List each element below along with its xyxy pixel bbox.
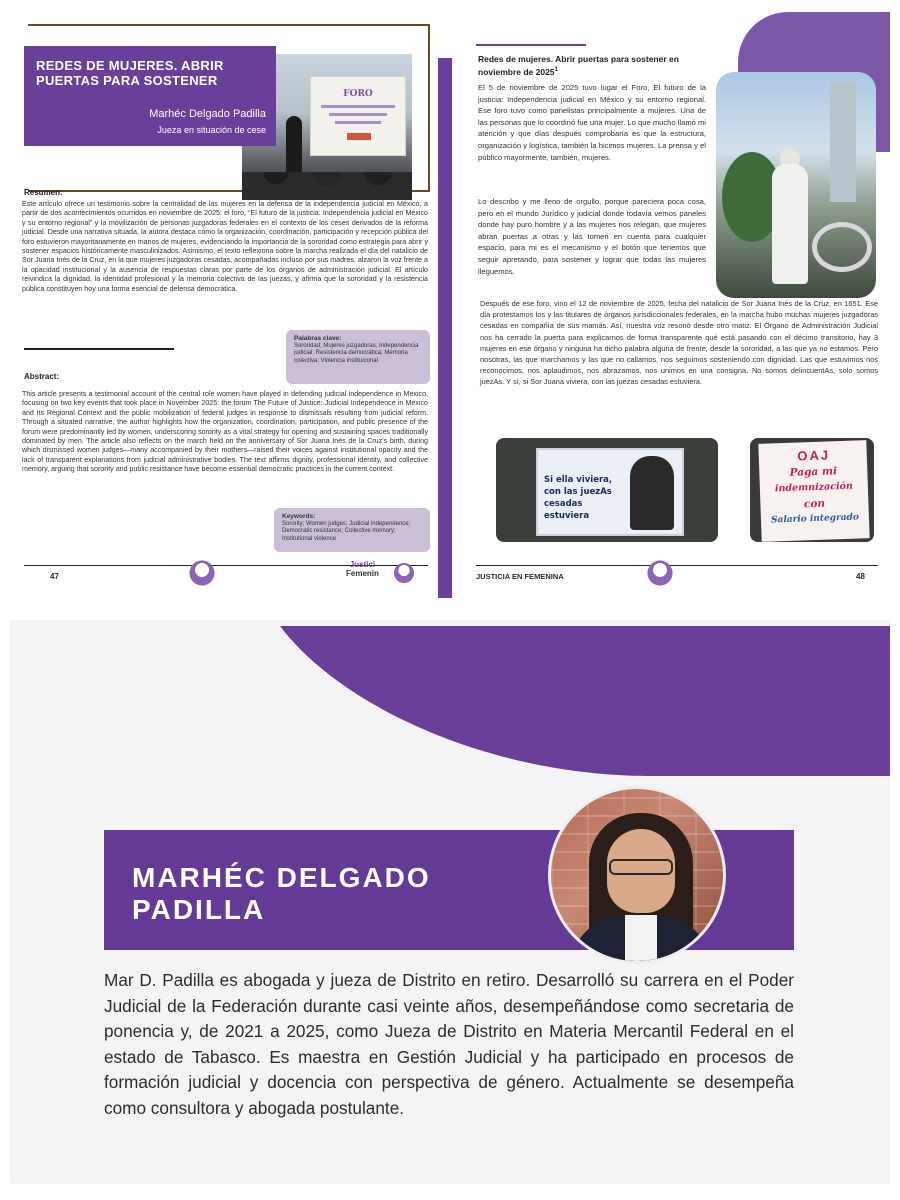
emblem-icon bbox=[188, 558, 216, 588]
purple-vertical-bar bbox=[438, 58, 452, 598]
sor-juana-sign-text: Si ella viviera, con las juezAs cesadas estuviera bbox=[544, 475, 613, 521]
resumen-text: Este artículo ofrece un testimonio sobre la centralidad de las mujeres en la defensa de la independencia judicial en México, a partir de dos acontecimientos ocurridos en noviembre de 2025: el foro, “El futuro de la justicia: Independencia judicial en México y su entorno regional” y la movilización de personas juzgadoras federales en el contexto de los ceses derivados de la reforma judicial. Desde una narrativa situada, la autora destaca cómo la organización, coordinación, participación y recepción pública del foro estuvieron mayoritariamente en manos de mujeres, evidenciando la importancia de la sororidad como estrategia para abrir y sostener espacios históricamente masculinizados. Asimismo, el texto reflexiona sobre la marcha realizada el día del natalicio de Sor Juana Inés de la Cruz, en la que mujeres juzgadoras cesadas, acompañadas incluso por sus madres, alzaron la voz frente a la opacidad institucional y la ausencia de respuestas claras por parte de los órganos de administración judicial. El artículo reivindica la dignidad, la identidad profesional y la memoria colectiva de las juezas, y afirma que la sororidad y la resistencia pública constituyen hoy una forma esencial de defensa democrática. bbox=[22, 200, 428, 293]
magazine-spread bbox=[10, 10, 890, 602]
journal-title: JUSTICIA EN FEMENINA bbox=[476, 572, 564, 581]
bio-name bbox=[132, 862, 431, 926]
screen-line bbox=[321, 105, 395, 108]
keywords-box bbox=[274, 508, 430, 552]
paragraph-3: Después de ese foro, vino el 12 de noviembre de 2025, fecha del natalicio de Sor Juana Inés de la Cruz, en 1651. Ese día protestamos los y las titulares de órganos jurisdiccionales federales, en la marcha hubo muchas mujeres juzgadoras cesadas en compañía de sus mamás. Así, nuestra voz resonó desde otro matiz. El Órgano de Administración Judicial nos ha cerrado la puerta para explicarnos de forma transparente qué está pasando con el décimo transitorio, hay 3 mujeres en ese órgano y ninguna ha dicho palabra alguna de frente, desde la sororidad, a las que ya no estamos. Pero nosotras, las que marchamos y las que no callamos, nos seguimos sosteniendo con dignidad. Las que estuvimos nos reconocimos, nos aplaudimos, nos abrazamos, nos unimos en una consigna. No somos delincuentAs, solo somos juezAs. Y sí, si Sor Juana viviera, con las juezas cesadas estuviera. bbox=[480, 299, 878, 387]
section-rule bbox=[24, 348, 174, 350]
resumen-heading: Resumen: bbox=[24, 188, 63, 197]
purple-wave bbox=[10, 626, 890, 776]
sor-juana-sign bbox=[536, 448, 684, 536]
oaj-sign-line-3: indemnización bbox=[774, 480, 854, 495]
palabras-clave-text: Sororidad; Mujeres juzgadoras; Independencia judicial; Resistencia democrática; Memoria colectiva; Violencia institucional bbox=[294, 342, 419, 364]
portrait-shirt bbox=[625, 915, 657, 964]
building bbox=[830, 82, 856, 202]
page-number-left: 47 bbox=[50, 572, 59, 581]
oaj-sign-line-1: OAJ bbox=[797, 447, 831, 464]
sor-juana-sign-photo bbox=[496, 438, 718, 542]
portrait-glasses bbox=[609, 859, 673, 875]
palabras-clave-box bbox=[286, 330, 430, 384]
author-bio-card bbox=[10, 620, 890, 1184]
keywords-text: Sorority; Women judges; Judicial independence; Democratic resistance; Collective memory; Institutional violence bbox=[282, 520, 411, 542]
journal-logo bbox=[346, 560, 379, 578]
screen-date-badge bbox=[347, 133, 371, 140]
logo-word-2: Femenin bbox=[346, 569, 379, 578]
screen-line bbox=[335, 121, 381, 124]
protester bbox=[772, 164, 808, 284]
bio-name-line-1: MARHÉC DELGADO bbox=[132, 862, 431, 893]
paragraph-1: El 5 de noviembre de 2025 tuvo lugar el Foro, El futuro de la justicia: Independencia judicial en México y su entorno regional. Ese foro tuvo como panelistas principalmente a mujeres. Una de las personas que lo coordinó fue una mujer. Lo que mucho llamó mi atención y que días después comprobaría es que la estructura, organización y logística, también la hicimos mujeres. La prensa y el público mayormente, también, mujeres. bbox=[478, 83, 706, 162]
abstract-text: This article presents a testimonial account of the central role women have played in defending judicial independence in Mexico, focusing on two key events that took place in November 2025: the forum The Future of Justice: Judicial Independence in Mexico and Its Regional Context and the public mobilization of federal judges in response to dismissals resulting from judicial reform. Through a situated narrative, the author highlights how the organization, coordination, participation, and public presence of the forum were predominantly led by women, underscoring sorority as a vital strategy for opening and sustaining spaces traditionally dominated by men. The article also reflects on the march held on the anniversary of Sor Juana Inés de la Cruz’s birth, during which dismissed women judges—many accompanied by their mothers—raised their voices against institutional opacity and the lack of transparent explanations from judicial administrative bodies. The text affirms dignity, professional identity, and collective memory, arguing that sorority and public resistance have become essential democratic practices in the current context. bbox=[22, 390, 428, 474]
audience bbox=[242, 172, 412, 200]
oaj-sign bbox=[758, 440, 869, 542]
oaj-sign-photo bbox=[750, 438, 874, 542]
paragraph-2: Lo describo y me lleno de orgullo, porque pareciera poca cosa, pero en el mundo Jurídico y judicial donde todavía vemos paneles donde hay puro hombre y a las mujeres nos relegan, que mujeres abran puertas a otras y las tomen en cuenta para cualquier espacio, para mi es el mecanismo y el botón que tenemos que seguir apretando, para sostener y lograr que todas las mujeres lleguemos. bbox=[478, 197, 706, 276]
author-portrait bbox=[548, 786, 726, 964]
oaj-sign-line-2: Paga mi bbox=[789, 465, 838, 479]
projection-screen bbox=[310, 76, 406, 156]
keywords-heading: Keywords: bbox=[282, 513, 316, 520]
section-heading-text: Redes de mujeres. Abrir puertas para sostener en noviembre de 2025 bbox=[478, 54, 679, 77]
section-heading bbox=[478, 54, 698, 78]
article-title: REDES DE MUJERES. ABRIR PUERTAS PARA SOSTENER bbox=[36, 58, 224, 88]
footnote-mark[interactable]: 1 bbox=[554, 67, 558, 73]
sor-juana-portrait bbox=[630, 456, 674, 530]
article-title-box bbox=[24, 46, 276, 146]
wave-shape bbox=[280, 626, 890, 776]
palabras-clave-heading: Palabras clave: bbox=[294, 335, 342, 342]
screen-line bbox=[329, 113, 387, 116]
logo-emblem-icon bbox=[393, 561, 415, 585]
right-footer-line bbox=[476, 565, 878, 566]
page-number-right: 48 bbox=[856, 572, 865, 581]
author-name: Marhéc Delgado Padilla bbox=[149, 108, 266, 120]
oaj-sign-line-4: con bbox=[803, 497, 826, 511]
screen-title: FORO bbox=[343, 89, 373, 99]
march-photo bbox=[716, 72, 876, 298]
logo-word-1: Justici bbox=[349, 560, 376, 569]
purple-top-line bbox=[476, 44, 586, 46]
author-role: Jueza en situación de cese bbox=[157, 125, 266, 135]
bio-text: Mar D. Padilla es abogada y jueza de Distrito en retiro. Desarrolló su carrera en el Poder Judicial de la Federación durante casi veinte años, desempeñándose como secretaria de ponencia y, de 2021 a 2025, como Jueza de Distrito en Materia Mercantil Federal en el estado de Tabasco. Es maestra en Gestión Judicial y ha participado en procesos de formación judicial y docencia con perspectiva de género. Actualmente se desempeña como consultora y abogada postulante. bbox=[104, 970, 794, 1118]
bicycle bbox=[812, 222, 872, 272]
emblem-icon bbox=[646, 558, 674, 588]
oaj-sign-line-5: Salario integrado bbox=[770, 512, 860, 526]
bio-name-line-2: PADILLA bbox=[132, 894, 266, 925]
abstract-heading: Abstract: bbox=[24, 372, 60, 381]
